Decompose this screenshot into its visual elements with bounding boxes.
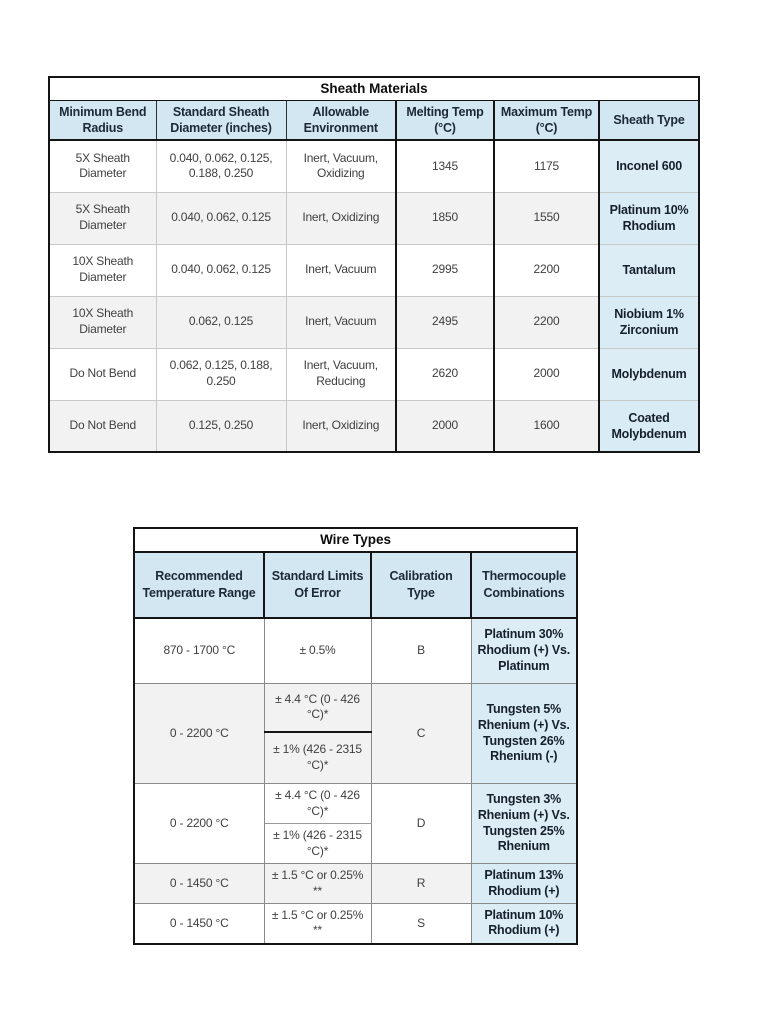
cell-combination: Platinum 13% Rhodium (+) bbox=[471, 864, 577, 904]
cell-combination: Platinum 10% Rhodium (+) bbox=[471, 904, 577, 944]
col-header-limits-of-error: Standard Limits Of Error bbox=[264, 552, 371, 618]
cell-melting-temp: 2620 bbox=[396, 348, 494, 400]
cell-temp-range: 0 - 2200 °C bbox=[134, 684, 264, 784]
cell-limits: ± 1% (426 - 2315 °C)* bbox=[264, 732, 371, 784]
cell-bend-radius: Do Not Bend bbox=[49, 348, 156, 400]
sheath-table-title: Sheath Materials bbox=[49, 77, 699, 100]
cell-max-temp: 2200 bbox=[494, 296, 599, 348]
cell-diameters: 0.062, 0.125, 0.188, 0.250 bbox=[156, 348, 286, 400]
col-header-melting-temp: Melting Temp (°C) bbox=[396, 100, 494, 140]
cell-temp-range: 0 - 1450 °C bbox=[134, 864, 264, 904]
cell-combination: Tungsten 5% Rhenium (+) Vs. Tungsten 26% Rhenium (-) bbox=[471, 684, 577, 784]
cell-environment: Inert, Vacuum, Oxidizing bbox=[286, 140, 396, 192]
cell-sheath-type: Platinum 10% Rhodium bbox=[599, 192, 699, 244]
col-header-temp-range: Recommended Temperature Range bbox=[134, 552, 264, 618]
cell-max-temp: 1550 bbox=[494, 192, 599, 244]
cell-limits: ± 4.4 °C (0 - 426 °C)* bbox=[264, 784, 371, 824]
sheath-header-row bbox=[49, 100, 699, 140]
cell-environment: Inert, Vacuum bbox=[286, 296, 396, 348]
cell-calibration-type: C bbox=[371, 684, 471, 784]
cell-diameters: 0.040, 0.062, 0.125 bbox=[156, 244, 286, 296]
cell-combination: Tungsten 3% Rhenium (+) Vs. Tungsten 25% Rhenium bbox=[471, 784, 577, 864]
cell-max-temp: 1600 bbox=[494, 400, 599, 452]
cell-sheath-type: Coated Molybdenum bbox=[599, 400, 699, 452]
cell-diameters: 0.040, 0.062, 0.125, 0.188, 0.250 bbox=[156, 140, 286, 192]
wire-header-row bbox=[134, 552, 577, 618]
sheath-materials-table bbox=[48, 76, 700, 453]
col-header-max-temp: Maximum Temp (°C) bbox=[494, 100, 599, 140]
cell-melting-temp: 1345 bbox=[396, 140, 494, 192]
cell-bend-radius: 10X Sheath Diameter bbox=[49, 296, 156, 348]
cell-melting-temp: 2000 bbox=[396, 400, 494, 452]
cell-environment: Inert, Oxidizing bbox=[286, 400, 396, 452]
cell-temp-range: 870 - 1700 °C bbox=[134, 618, 264, 684]
table-row bbox=[49, 140, 699, 192]
table-row bbox=[134, 784, 577, 824]
cell-limits: ± 4.4 °C (0 - 426 °C)* bbox=[264, 684, 371, 732]
col-header-environment: Allowable Environment bbox=[286, 100, 396, 140]
cell-calibration-type: B bbox=[371, 618, 471, 684]
table-row bbox=[49, 296, 699, 348]
cell-diameters: 0.125, 0.250 bbox=[156, 400, 286, 452]
cell-limits: ± 0.5% bbox=[264, 618, 371, 684]
col-header-bend-radius: Minimum Bend Radius bbox=[49, 100, 156, 140]
cell-diameters: 0.062, 0.125 bbox=[156, 296, 286, 348]
cell-bend-radius: 10X Sheath Diameter bbox=[49, 244, 156, 296]
table-title-row bbox=[134, 528, 577, 552]
col-header-thermocouple-combinations: Thermocouple Combinations bbox=[471, 552, 577, 618]
col-header-sheath-type: Sheath Type bbox=[599, 100, 699, 140]
table-row bbox=[134, 684, 577, 732]
cell-sheath-type: Tantalum bbox=[599, 244, 699, 296]
cell-limits: ± 1% (426 - 2315 °C)* bbox=[264, 824, 371, 864]
table-row bbox=[49, 192, 699, 244]
table-row bbox=[49, 244, 699, 296]
cell-max-temp: 1175 bbox=[494, 140, 599, 192]
cell-sheath-type: Molybdenum bbox=[599, 348, 699, 400]
cell-environment: Inert, Oxidizing bbox=[286, 192, 396, 244]
cell-sheath-type: Niobium 1% Zirconium bbox=[599, 296, 699, 348]
cell-temp-range: 0 - 2200 °C bbox=[134, 784, 264, 864]
table-row bbox=[134, 864, 577, 904]
cell-limits: ± 1.5 °C or 0.25% ** bbox=[264, 904, 371, 944]
wire-types-table bbox=[133, 527, 578, 945]
table-title-row bbox=[49, 77, 699, 100]
cell-limits: ± 1.5 °C or 0.25% ** bbox=[264, 864, 371, 904]
cell-combination: Platinum 30% Rhodium (+) Vs. Platinum bbox=[471, 618, 577, 684]
table-row bbox=[49, 348, 699, 400]
cell-environment: Inert, Vacuum, Reducing bbox=[286, 348, 396, 400]
cell-melting-temp: 2995 bbox=[396, 244, 494, 296]
col-header-diameter: Standard Sheath Diameter (inches) bbox=[156, 100, 286, 140]
cell-bend-radius: 5X Sheath Diameter bbox=[49, 140, 156, 192]
cell-bend-radius: Do Not Bend bbox=[49, 400, 156, 452]
table-row bbox=[49, 400, 699, 452]
cell-bend-radius: 5X Sheath Diameter bbox=[49, 192, 156, 244]
wire-table-title: Wire Types bbox=[134, 528, 577, 552]
cell-max-temp: 2200 bbox=[494, 244, 599, 296]
cell-calibration-type: S bbox=[371, 904, 471, 944]
cell-diameters: 0.040, 0.062, 0.125 bbox=[156, 192, 286, 244]
cell-melting-temp: 1850 bbox=[396, 192, 494, 244]
table-row bbox=[134, 904, 577, 944]
cell-max-temp: 2000 bbox=[494, 348, 599, 400]
cell-environment: Inert, Vacuum bbox=[286, 244, 396, 296]
cell-calibration-type: R bbox=[371, 864, 471, 904]
cell-sheath-type: Inconel 600 bbox=[599, 140, 699, 192]
table-row bbox=[134, 618, 577, 684]
cell-melting-temp: 2495 bbox=[396, 296, 494, 348]
cell-temp-range: 0 - 1450 °C bbox=[134, 904, 264, 944]
col-header-calibration-type: Calibration Type bbox=[371, 552, 471, 618]
cell-calibration-type: D bbox=[371, 784, 471, 864]
